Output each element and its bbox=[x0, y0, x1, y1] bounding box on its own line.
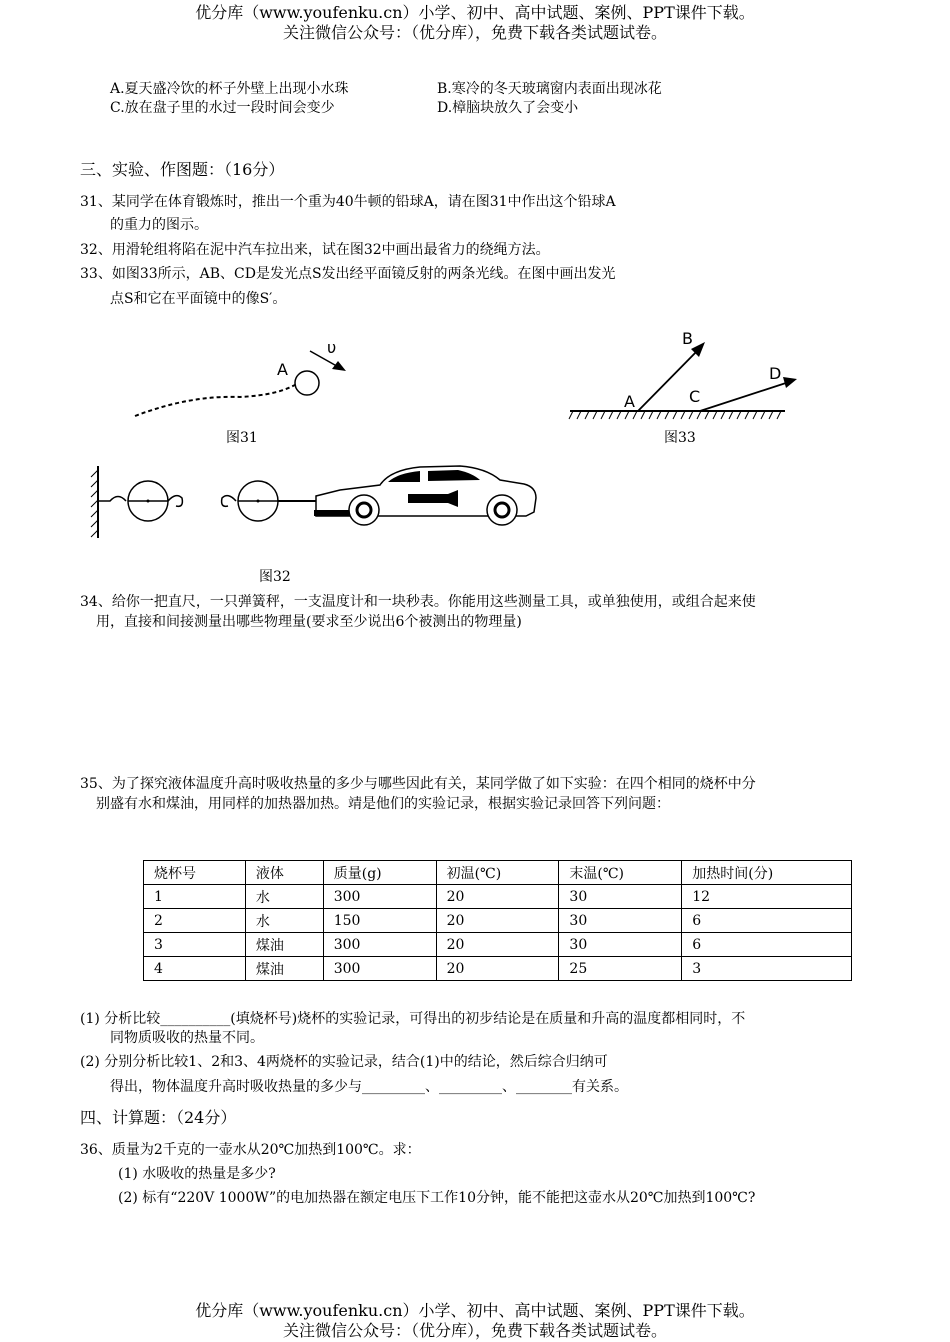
table-header-cell: 末温(℃) bbox=[559, 861, 682, 885]
table-cell: 300 bbox=[323, 933, 436, 957]
table-cell: 20 bbox=[436, 957, 559, 981]
table-cell: 水 bbox=[245, 909, 323, 933]
table-cell: 3 bbox=[682, 957, 852, 981]
sub-question-1-line-2: 同物质吸收的热量不同。 bbox=[110, 1030, 264, 1046]
table-cell: 20 bbox=[436, 885, 559, 909]
label-b: B bbox=[682, 329, 693, 348]
wall-hatching bbox=[91, 470, 98, 537]
q35-line-1: 35、为了探究液体温度升高时吸收热量的多少与哪些因此有关，某同学做了如下实验：在四个相同的烧杯中分 bbox=[80, 776, 756, 792]
table-cell: 25 bbox=[559, 957, 682, 981]
ray-cd bbox=[700, 382, 789, 411]
velocity-label: υ bbox=[327, 338, 337, 357]
table-row bbox=[144, 885, 852, 909]
table-header-cell: 加热时间(分) bbox=[682, 861, 852, 885]
table-cell: 20 bbox=[436, 909, 559, 933]
footer-line-1: 优分库（www.youfenku.cn）小学、初中、高中试题、案例、PPT课件下载。 bbox=[195, 1301, 755, 1320]
figure-33 bbox=[565, 325, 815, 425]
table-cell: 20 bbox=[436, 933, 559, 957]
table-cell: 6 bbox=[682, 933, 852, 957]
q31-line-2: 的重力的图示。 bbox=[110, 217, 208, 233]
fixed-pulley-hook-right bbox=[168, 496, 182, 507]
q34-line-1: 34、给你一把直尺，一只弹簧秤，一支温度计和一块秒表。你能用这些测量工具，或单独使用，或组合起来使 bbox=[80, 594, 756, 610]
figure-31-caption: 图31 bbox=[226, 430, 258, 446]
ray-cd-arrow-head bbox=[783, 377, 797, 388]
table-cell: 300 bbox=[323, 957, 436, 981]
figure-32 bbox=[88, 460, 548, 545]
shot-put-ball bbox=[295, 371, 319, 395]
figure-32-caption: 图32 bbox=[259, 569, 291, 585]
table-cell: 12 bbox=[682, 885, 852, 909]
table-row bbox=[144, 909, 852, 933]
figure-31 bbox=[120, 335, 370, 425]
table-cell: 30 bbox=[559, 933, 682, 957]
option-d: D.樟脑块放久了会变小 bbox=[437, 100, 579, 116]
velocity-arrow-head bbox=[332, 361, 346, 371]
q36-line-1: 36、质量为2千克的一壶水从20℃加热到100℃。求： bbox=[80, 1142, 421, 1158]
table-cell: 煤油 bbox=[245, 957, 323, 981]
ball-label: A bbox=[277, 360, 288, 379]
q32-line-1: 32、用滑轮组将陷在泥中汽车拉出来，试在图32中画出最省力的绕绳方法。 bbox=[80, 242, 550, 258]
option-b: B.寒冷的冬天玻璃窗内表面出现冰花 bbox=[437, 81, 662, 97]
table-cell: 30 bbox=[559, 885, 682, 909]
q34-line-2: 用，直接和间接测量出哪些物理量(要求至少说出6个被测出的物理量) bbox=[96, 614, 522, 630]
table-header-cell: 初温(℃) bbox=[436, 861, 559, 885]
sub-question-1-line-1: (1) 分析比较__________(填烧杯号)烧杯的实验记录，可得出的初步结论是在质量和升高的温度都相同时，不 bbox=[80, 1011, 746, 1027]
figure-33-caption: 图33 bbox=[664, 430, 696, 446]
sub-question-2-line-2: 得出，物体温度升高时吸收热量的多少与_________、_________、________有关系。 bbox=[110, 1079, 628, 1095]
fixed-pulley-hook-left bbox=[98, 497, 126, 502]
option-a: A.夏天盛冷饮的杯子外壁上出现小水珠 bbox=[110, 81, 349, 97]
option-c: C.放在盘子里的水过一段时间会变少 bbox=[110, 100, 335, 116]
table-cell: 水 bbox=[245, 885, 323, 909]
table-header-cell: 液体 bbox=[245, 861, 323, 885]
table-cell: 1 bbox=[144, 885, 246, 909]
table-cell: 150 bbox=[323, 909, 436, 933]
table-cell: 6 bbox=[682, 909, 852, 933]
table-row bbox=[144, 933, 852, 957]
movable-pulley-hook-left bbox=[222, 496, 236, 507]
header-line-1: 优分库（www.youfenku.cn）小学、初中、高中试题、案例、PPT课件下载。 bbox=[195, 3, 755, 22]
table-cell: 2 bbox=[144, 909, 246, 933]
table-cell: 煤油 bbox=[245, 933, 323, 957]
label-c: C bbox=[689, 387, 701, 406]
experiment-table bbox=[143, 860, 852, 981]
section-3-title: 三、实验、作图题：（16分） bbox=[80, 160, 285, 179]
footer-line-2: 关注微信公众号：（优分库），免费下载各类试题试卷。 bbox=[282, 1321, 667, 1340]
table-row bbox=[144, 957, 852, 981]
q35-line-2: 别盛有水和煤油，用同样的加热器加热。靖是他们的实验记录，根据实验记录回答下列问题： bbox=[96, 796, 670, 812]
mirror-hatching bbox=[569, 411, 781, 419]
table-cell: 3 bbox=[144, 933, 246, 957]
label-a: A bbox=[624, 392, 635, 411]
car-icon bbox=[314, 466, 536, 525]
header-line-2: 关注微信公众号：（优分库），免费下载各类试题试卷。 bbox=[282, 23, 667, 42]
table-header-cell: 烧杯号 bbox=[144, 861, 246, 885]
trajectory-dashed-line bbox=[135, 383, 298, 416]
table-header-row bbox=[144, 861, 852, 885]
q33-line-1: 33、如图33所示，AB、CD是发光点S发出经平面镜反射的两条光线。在图中画出发光 bbox=[80, 266, 616, 282]
table-cell: 4 bbox=[144, 957, 246, 981]
q36-part-2: (2) 标有“220V 1000W”的电加热器在额定电压下工作10分钟，能不能把这壶水从20℃加热到100℃? bbox=[118, 1190, 756, 1206]
table-cell: 30 bbox=[559, 909, 682, 933]
table-header-cell: 质量(g) bbox=[323, 861, 436, 885]
section-4-title: 四、计算题：（24分） bbox=[80, 1108, 237, 1127]
q36-part-1: (1) 水吸收的热量是多少? bbox=[118, 1166, 276, 1182]
q33-line-2: 点S和它在平面镜中的像S′。 bbox=[110, 291, 287, 307]
label-d: D bbox=[769, 364, 782, 383]
sub-question-2-line-1: (2) 分别分析比较1、2和3、4两烧杯的实验记录，结合(1)中的结论，然后综合归纳可 bbox=[80, 1054, 608, 1070]
q31-line-1: 31、某同学在体育锻炼时，推出一个重为40牛顿的铅球A，请在图31中作出这个铅球A bbox=[80, 194, 616, 210]
table-cell: 300 bbox=[323, 885, 436, 909]
